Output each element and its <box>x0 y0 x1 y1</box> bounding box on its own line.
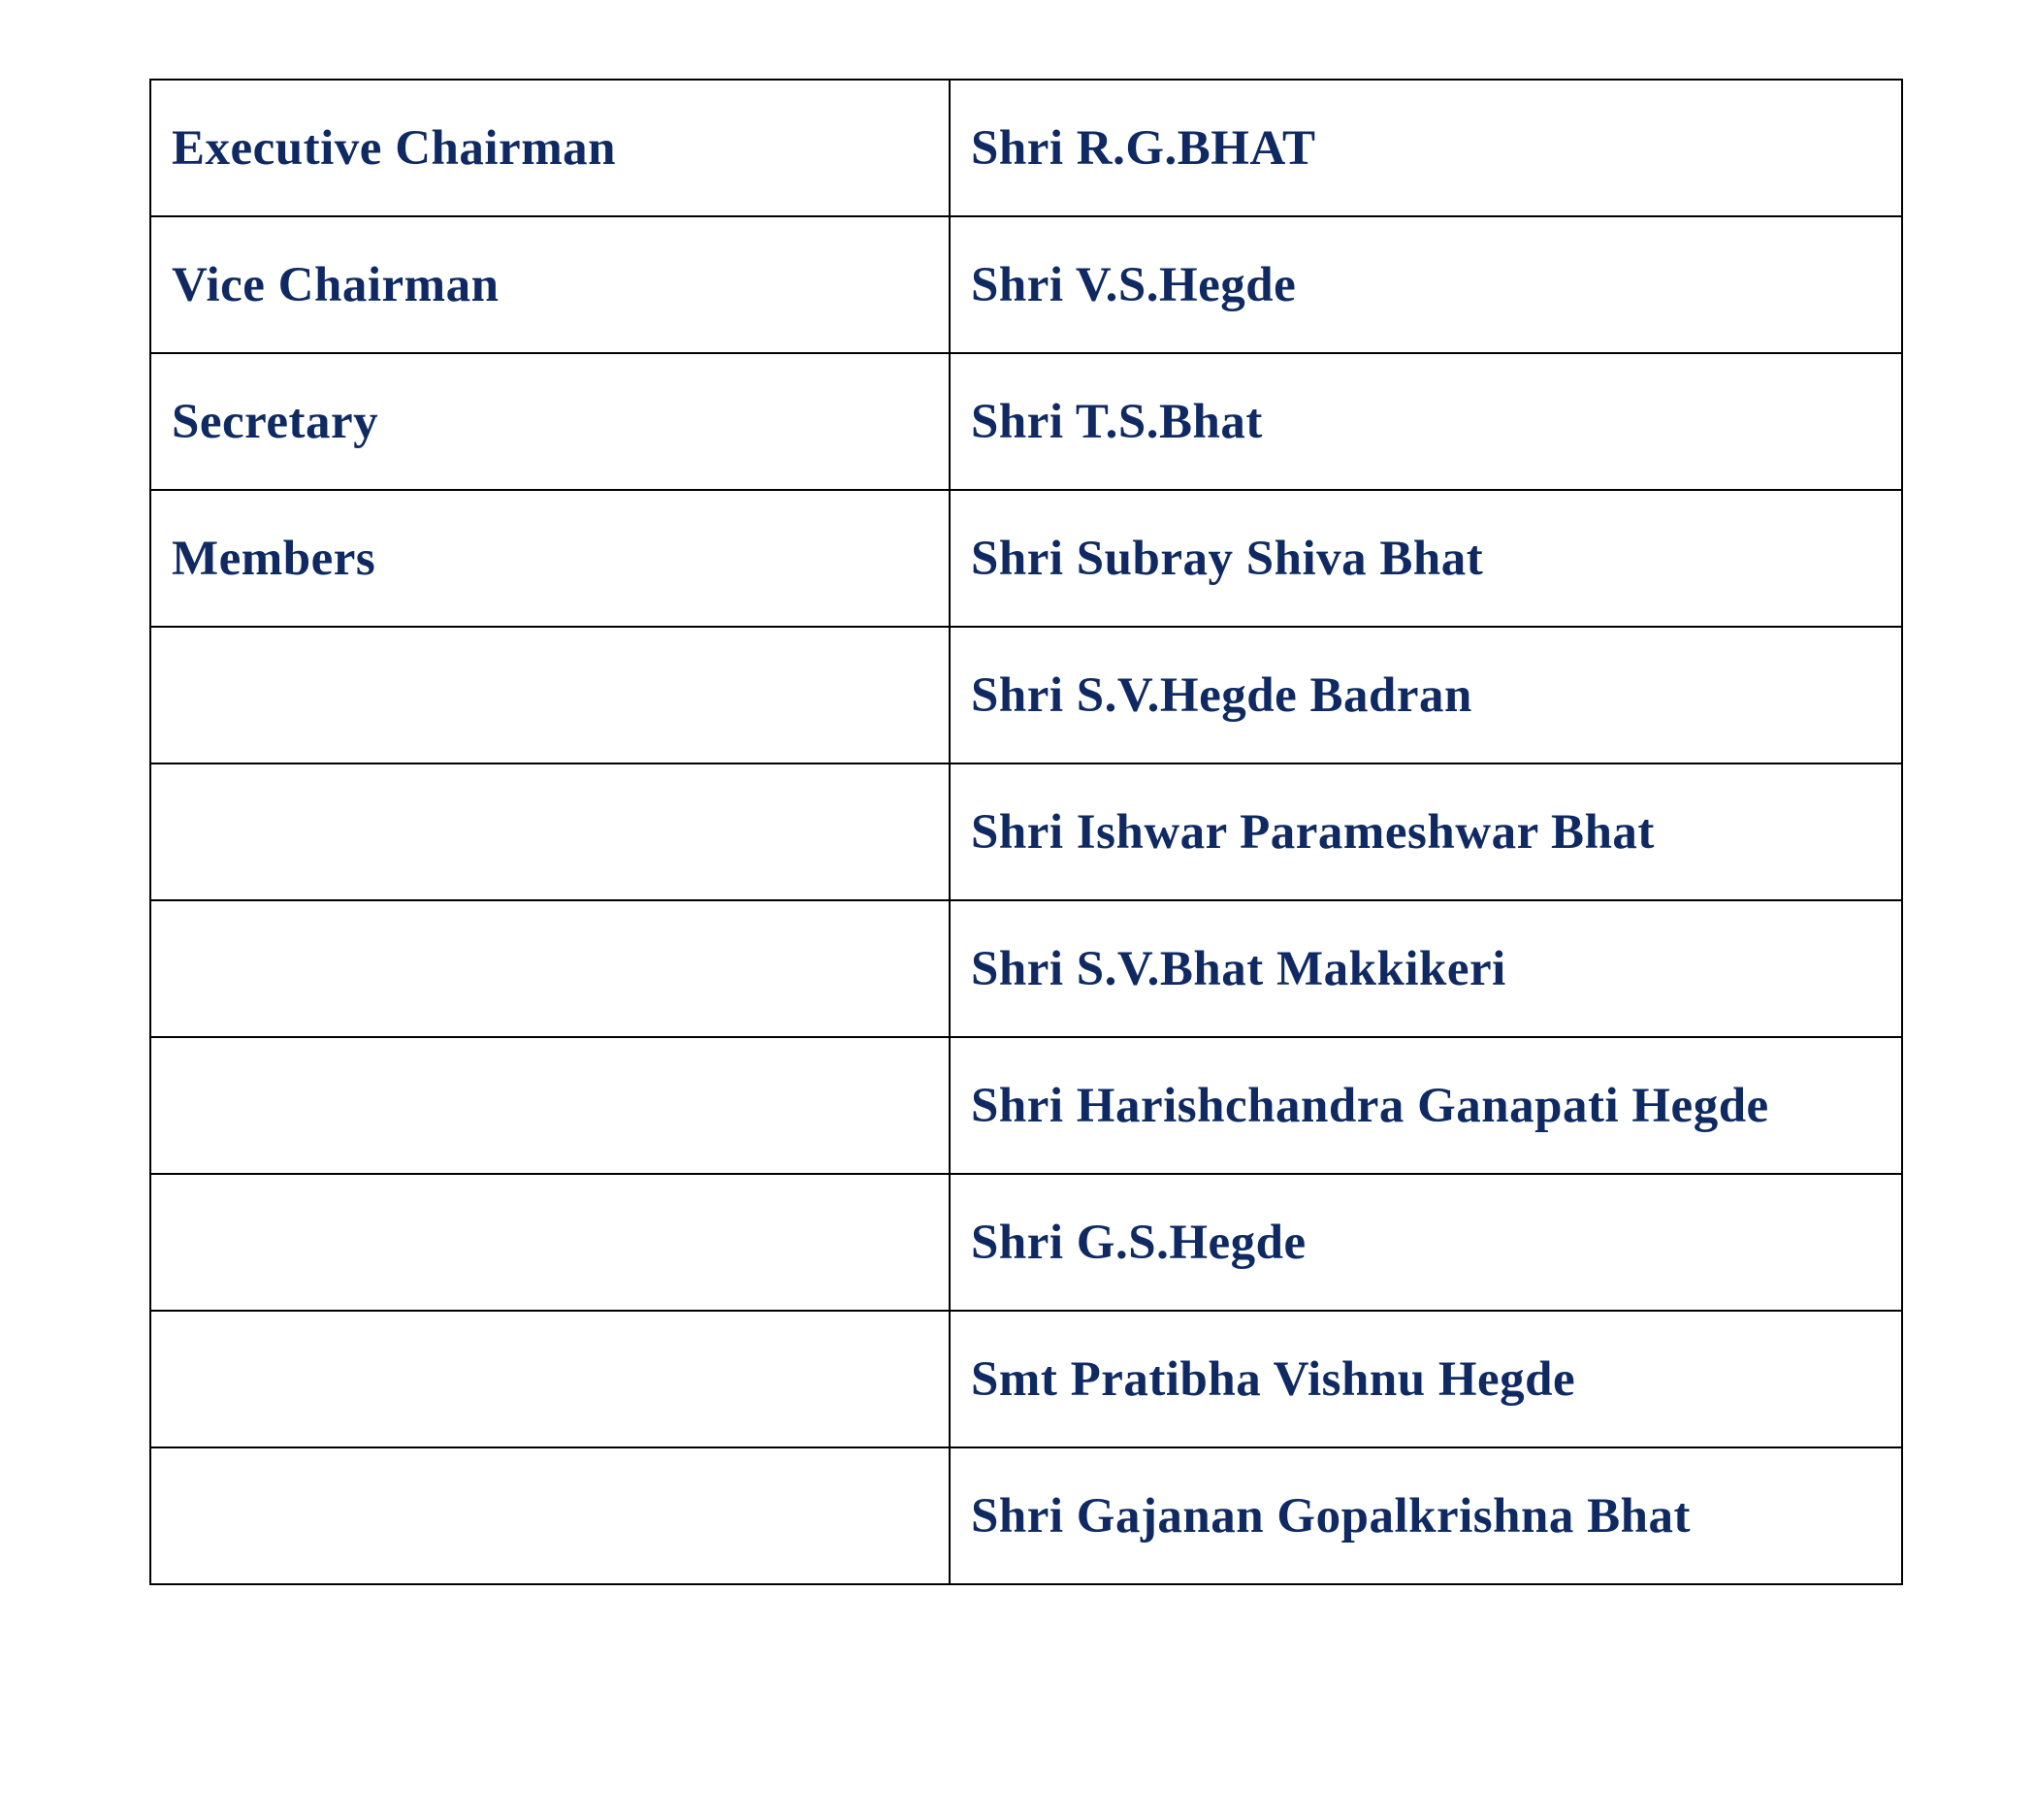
role-cell <box>150 1174 950 1311</box>
committee-roster-table <box>149 79 1903 1585</box>
member-name-cell: Shri G.S.Hegde <box>950 1174 1902 1311</box>
member-name-cell: Shri T.S.Bhat <box>950 353 1902 490</box>
role-cell <box>150 764 950 900</box>
table-row <box>150 353 1902 490</box>
table-row <box>150 216 1902 353</box>
member-name-cell: Shri V.S.Hegde <box>950 216 1902 353</box>
member-name-cell: Smt Pratibha Vishnu Hegde <box>950 1311 1902 1447</box>
role-cell <box>150 1037 950 1174</box>
member-name-cell: Shri R.G.BHAT <box>950 80 1902 216</box>
role-cell <box>150 900 950 1037</box>
member-name-cell: Shri Ishwar Parameshwar Bhat <box>950 764 1902 900</box>
table-row <box>150 764 1902 900</box>
table-row <box>150 900 1902 1037</box>
member-name-cell: Shri S.V.Hegde Badran <box>950 627 1902 764</box>
table-row <box>150 1037 1902 1174</box>
role-cell <box>150 1311 950 1447</box>
table-row <box>150 80 1902 216</box>
role-cell <box>150 627 950 764</box>
table-row <box>150 1174 1902 1311</box>
role-cell <box>150 1447 950 1584</box>
table-row <box>150 1311 1902 1447</box>
member-name-cell: Shri Gajanan Gopalkrishna Bhat <box>950 1447 1902 1584</box>
role-cell: Members <box>150 490 950 627</box>
member-name-cell: Shri Subray Shiva Bhat <box>950 490 1902 627</box>
table-row <box>150 490 1902 627</box>
table-row <box>150 1447 1902 1584</box>
member-name-cell: Shri Harishchandra Ganapati Hegde <box>950 1037 1902 1174</box>
role-cell: Executive Chairman <box>150 80 950 216</box>
table-row <box>150 627 1902 764</box>
member-name-cell: Shri S.V.Bhat Makkikeri <box>950 900 1902 1037</box>
role-cell: Vice Chairman <box>150 216 950 353</box>
role-cell: Secretary <box>150 353 950 490</box>
